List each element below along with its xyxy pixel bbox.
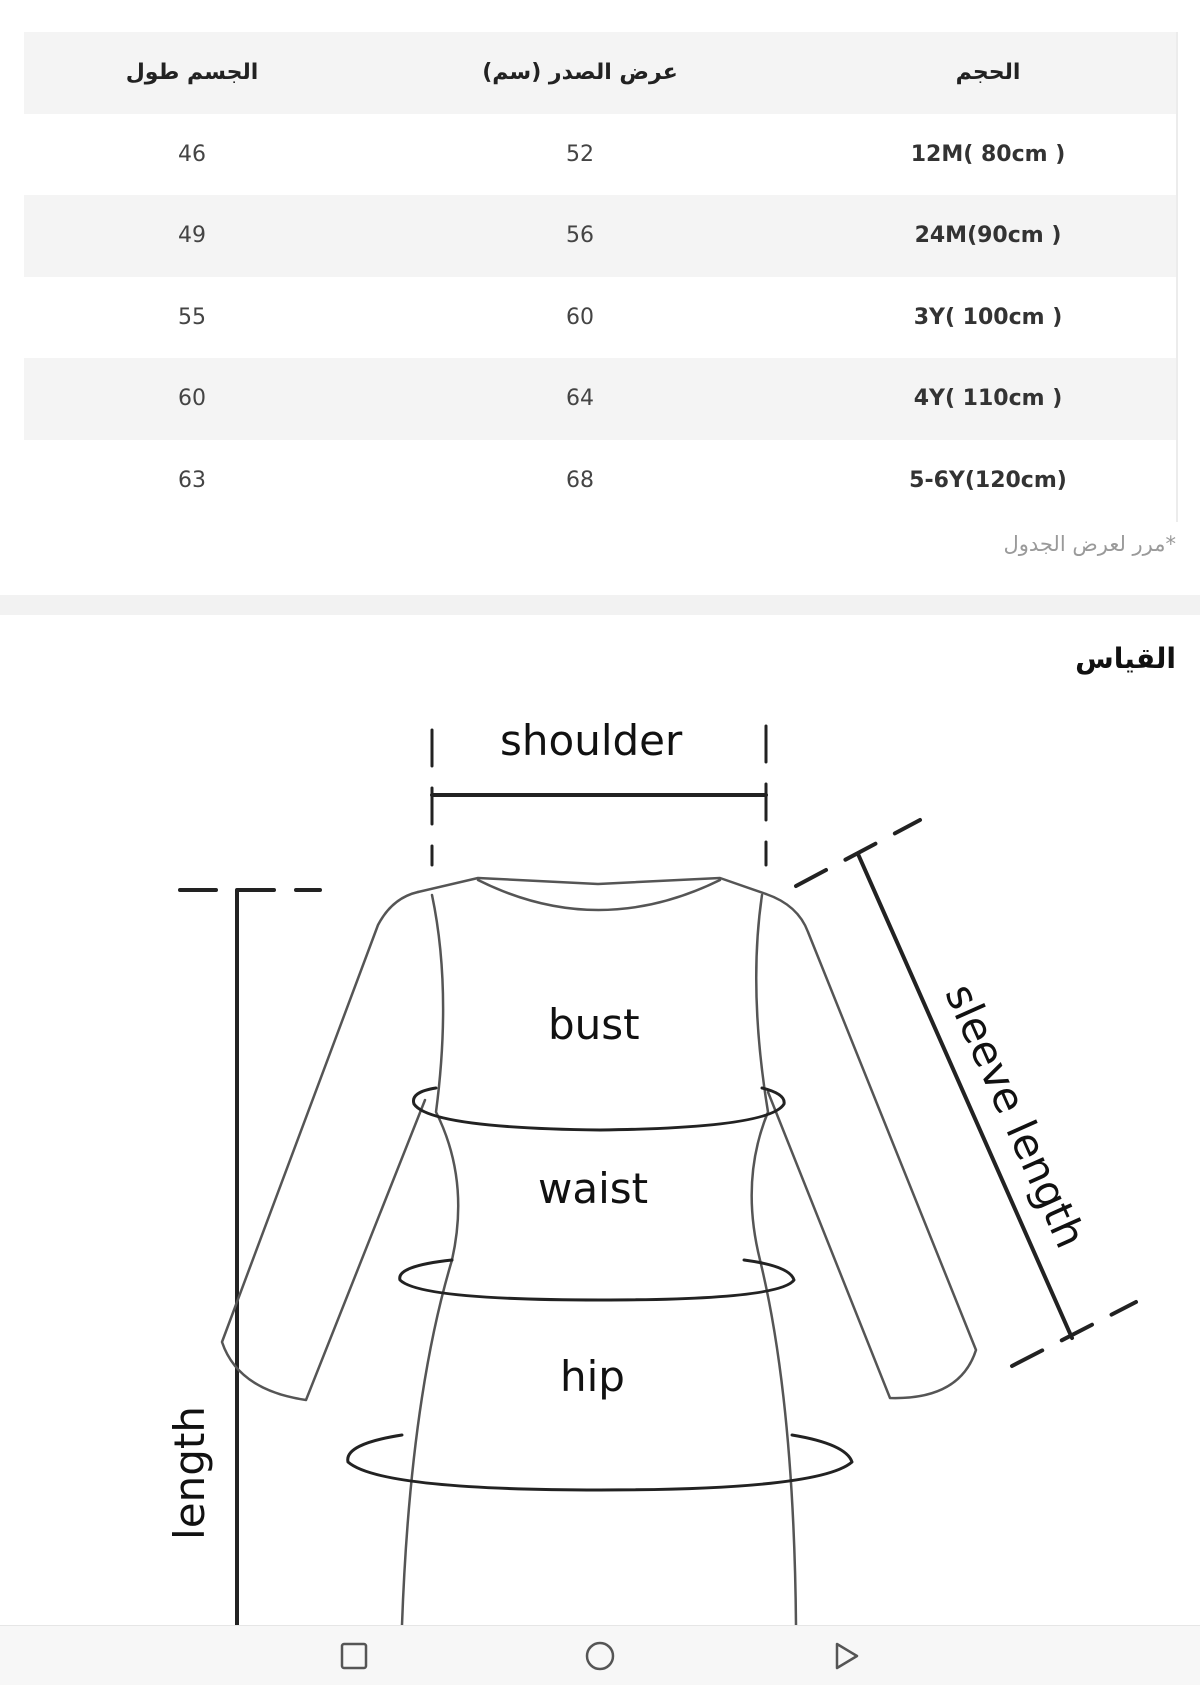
table-row — [24, 195, 1176, 277]
cell-size: 4Y( 110cm ) — [913, 386, 1063, 412]
cell-size: 24M(90cm ) — [914, 223, 1062, 249]
header-size: الحجم — [955, 60, 1021, 86]
waist-label: waist — [538, 1164, 649, 1213]
triangle-icon — [831, 1641, 861, 1671]
section-divider — [0, 595, 1200, 615]
header-chest: عرض الصدر (سم) — [482, 60, 678, 86]
dress-outline — [222, 878, 976, 1625]
measurement-title: القياس — [1075, 642, 1176, 675]
recent-apps-button[interactable] — [336, 1638, 372, 1674]
cell-chest: 52 — [566, 141, 594, 167]
cell-chest: 60 — [566, 304, 594, 330]
length-label: length — [165, 1406, 214, 1540]
table-row — [24, 277, 1176, 359]
cell-length: 46 — [178, 141, 206, 167]
cell-size: 3Y( 100cm ) — [913, 304, 1063, 330]
table-header-row — [24, 32, 1176, 114]
circle-icon — [584, 1640, 616, 1672]
cell-length: 60 — [178, 386, 206, 412]
sleeve-measure-lines — [796, 820, 1136, 1366]
cell-length: 55 — [178, 304, 206, 330]
cell-chest: 64 — [566, 386, 594, 412]
home-button[interactable] — [582, 1638, 618, 1674]
hip-label: hip — [560, 1352, 625, 1401]
scroll-hint: *مرر لعرض الجدول — [1003, 532, 1176, 556]
table-edge — [1176, 32, 1178, 522]
table-row — [24, 440, 1176, 522]
system-navigation-bar — [0, 1625, 1200, 1685]
girth-ellipses — [348, 1088, 852, 1490]
size-table[interactable] — [24, 32, 1176, 521]
table-row — [24, 114, 1176, 196]
back-button[interactable] — [828, 1638, 864, 1674]
cell-size: 12M( 80cm ) — [910, 141, 1066, 167]
cell-size: 5-6Y(120cm) — [909, 467, 1067, 493]
header-length: الجسم طول — [125, 60, 259, 86]
shoulder-label: shoulder — [500, 716, 683, 765]
table-row — [24, 358, 1176, 440]
square-icon — [339, 1641, 369, 1671]
cell-length: 49 — [178, 223, 206, 249]
measurement-diagram — [0, 700, 1200, 1625]
cell-length: 63 — [178, 467, 206, 493]
sleeve-length-label: sleeve length — [935, 976, 1096, 1256]
cell-chest: 68 — [566, 467, 594, 493]
cell-chest: 56 — [566, 223, 594, 249]
bust-label: bust — [548, 1000, 640, 1049]
